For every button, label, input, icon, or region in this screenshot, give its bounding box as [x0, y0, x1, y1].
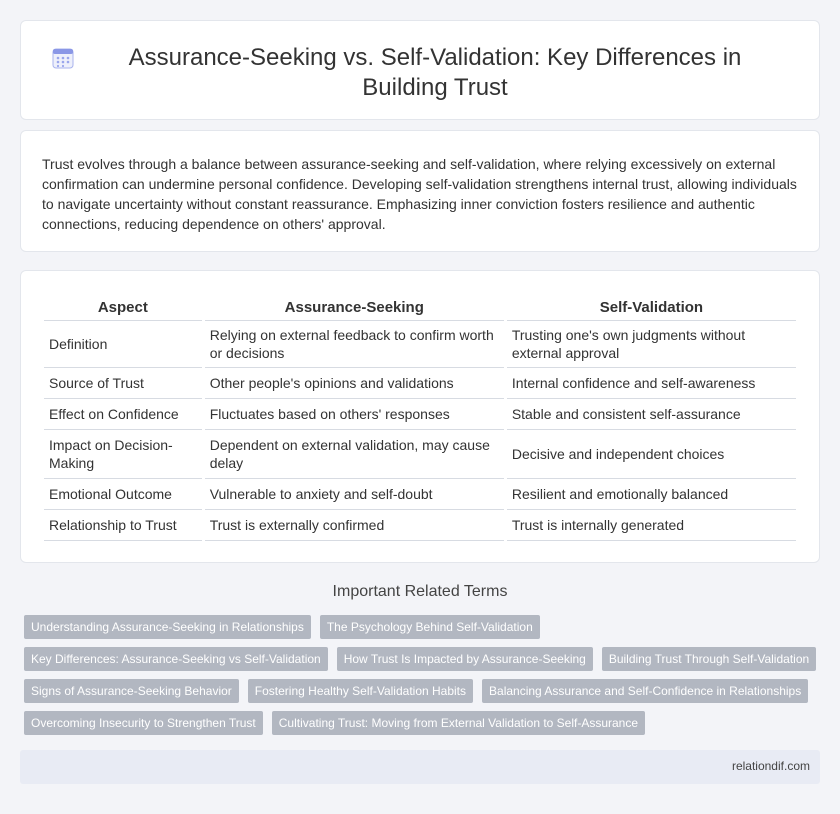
tag-row — [24, 647, 824, 671]
intro-card — [20, 130, 820, 252]
related-tag[interactable]: Overcoming Insecurity to Strengthen Trust — [24, 711, 263, 735]
cell-assurance: Other people's opinions and validations — [205, 368, 504, 399]
cell-aspect: Effect on Confidence — [44, 399, 202, 430]
comparison-card — [20, 270, 820, 563]
table-row — [44, 430, 796, 479]
header-card — [20, 20, 820, 120]
related-tag[interactable]: Balancing Assurance and Self-Confidence in Relationships — [482, 679, 808, 703]
table-header-row — [44, 295, 796, 321]
related-tag[interactable]: Fostering Healthy Self-Validation Habits — [248, 679, 473, 703]
table-row — [44, 321, 796, 368]
header-self-validation: Self-Validation — [507, 295, 796, 321]
tag-row — [24, 615, 824, 639]
footer-site-link[interactable]: relationdif.com — [731, 759, 810, 773]
cell-aspect: Definition — [44, 321, 202, 368]
cell-assurance: Dependent on external validation, may cause delay — [205, 430, 504, 479]
cell-assurance: Fluctuates based on others' responses — [205, 399, 504, 430]
table-row — [44, 368, 796, 399]
cell-aspect: Relationship to Trust — [44, 510, 202, 541]
related-tag[interactable]: Signs of Assurance-Seeking Behavior — [24, 679, 239, 703]
header-assurance-seeking: Assurance-Seeking — [205, 295, 504, 321]
header-aspect: Aspect — [44, 295, 202, 321]
table-row — [44, 510, 796, 541]
cell-self: Trusting one's own judgments without external approval — [507, 321, 796, 368]
cell-aspect: Impact on Decision-Making — [44, 430, 202, 479]
related-tag[interactable]: Building Trust Through Self-Validation — [602, 647, 816, 671]
related-terms-title: Important Related Terms — [332, 583, 508, 600]
tag-row — [24, 679, 824, 703]
cell-aspect: Emotional Outcome — [44, 479, 202, 510]
related-tag[interactable]: Key Differences: Assurance-Seeking vs Self-Validation — [24, 647, 328, 671]
related-terms-list — [24, 615, 824, 743]
tag-row — [24, 711, 824, 735]
table-row — [44, 479, 796, 510]
page-title: Assurance-Seeking vs. Self-Validation: Key Differences in Building Trust — [128, 44, 742, 101]
cell-assurance: Relying on external feedback to confirm worth or decisions — [205, 321, 504, 368]
cell-assurance: Vulnerable to anxiety and self-doubt — [205, 479, 504, 510]
related-tag[interactable]: The Psychology Behind Self-Validation — [320, 615, 540, 639]
cell-self: Internal confidence and self-awareness — [507, 368, 796, 399]
cell-aspect: Source of Trust — [44, 368, 202, 399]
table-row — [44, 399, 796, 430]
intro-paragraph: Trust evolves through a balance between assurance-seeking and self-validation, where relying excessively on external confirmation can undermine personal confidence. Developing self-validation strengthens internal trust, allowing individuals to navigate uncertainty without constant reassurance. Emphasizing inner conviction fosters resilience and authentic connections, reducing dependence on others' approval. — [42, 156, 797, 232]
cell-assurance: Trust is externally confirmed — [205, 510, 504, 541]
cell-self: Resilient and emotionally balanced — [507, 479, 796, 510]
related-tag[interactable]: How Trust Is Impacted by Assurance-Seeking — [337, 647, 593, 671]
cell-self: Decisive and independent choices — [507, 430, 796, 479]
cell-self: Trust is internally generated — [507, 510, 796, 541]
cell-self: Stable and consistent self-assurance — [507, 399, 796, 430]
comparison-table — [41, 295, 799, 541]
related-tag[interactable]: Cultivating Trust: Moving from External Validation to Self-Assurance — [272, 711, 645, 735]
footer — [20, 750, 820, 784]
related-tag[interactable]: Understanding Assurance-Seeking in Relationships — [24, 615, 311, 639]
